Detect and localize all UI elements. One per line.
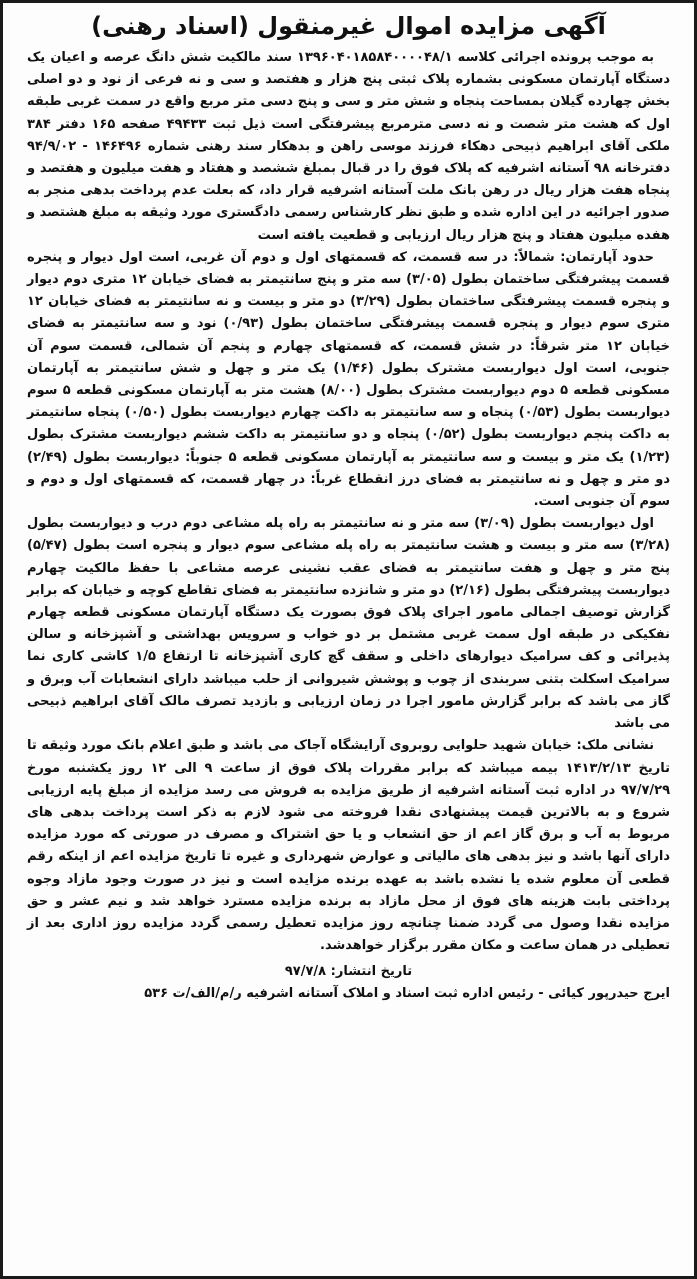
- notice-title: آگهی مزایده اموال غیرمنقول (اسناد رهنی): [91, 12, 606, 40]
- paragraph-address-and-auction-terms: نشانی ملک: خیابان شهید حلوایی روبروی آرایشگاه آجاک می باشد و طبق اعلام بانک مورد وثیقه تا تاریخ ۱۴۱۳/۲/۱۳ بیمه میباشد که برابر مقررات پلاک فوق از ساعت ۹ الی ۱۲ روز یکشنبه مورخ ۹۷/۷/۲۹ در اداره ثبت آستانه اشرفیه از طریق مزایده به فروش می رسد مزایده از مبلغ پایه ارزیابی شروع و به بالاترین قیمت پیشنهادی نقدا فروخته می شود لازم به ذکر است پرداخت بدهی های مربوط به آب و برق گاز اعم از حق انشعاب و یا حق اشتراک و مصرف در صورتی که مورد مزایده دارای آنها باشد و نیز بدهی های مالیاتی و عوارض شهرداری و غیره تا تاریخ مزایده اعم از اینکه رقم قطعی آن معلوم شده یا نشده باشد به عهده برنده مزایده است و نیز در صورت وجود مازاد وجوه پرداختی بابت هزینه های فوق از محل مازاد به برنده مزایده مسترد خواهد شد و نیم عشر و حق مزایده نقدا وصول می گردد ضمنا چنانچه روز مزایده تعطیل رسمی گردد مزایده روز اداری بعد از تعطیلی در همان ساعت و مکان مقرر برگزار خواهدشد.: [27, 738, 670, 954]
- notice-footer: [27, 961, 670, 1005]
- notice-body: [27, 47, 670, 957]
- paragraph-property-description: به موجب پرونده اجرائی کلاسه ۱۳۹۶۰۴۰۱۸۵۸۴۰۰۰۰۴۸/۱ سند مالکیت شش دانگ عرصه و اعیان یک دستگاه آپارتمان مسکونی بشماره پلاک ثبتی پنج هزار و هفتصد و سی و نه فرعی از نود و دو اصلی بخش چهارده گیلان بمساحت پنجاه و شش متر و سی و پنج دسی متر مربع واقع در سمت غربی طبقه اول که هشت متر شصت و نه دسی مترمربع پیشرفتگی است ذیل ثبت ۴۹۴۳۳ صفحه ۱۶۵ دفتر ۳۸۴ ملکی آقای ابراهیم ذبیحی دهکاء فرزند موسی راهن و بدهکار سند رهنی شماره ۱۴۶۴۹۶ - ۹۴/۹/۰۲ دفترخانه ۹۸ آستانه اشرفیه که پلاک فوق را در قبال بمبلغ ششصد و هفتاد و هفت میلیون و هفتصد و پنجاه هفت هزار ریال در رهن بانک ملت آستانه اشرفیه قرار داد، که بعلت عدم پرداخت بدهی منجر به صدور اجرائیه در این اداره شده و طبق نظر کارشناس رسمی دادگستری مورد وثیقه به مبلغ هشتصد و هفده میلیون هفتاد و پنج هزار ریال ارزیابی و قطعیت یافته است: [27, 50, 670, 243]
- signature-line: ایرج حیدرپور کیائی - رئیس اداره ثبت اسناد و املاک آستانه اشرفیه ر/م/الف/ت ۵۳۶: [144, 986, 670, 1002]
- publish-date: تاریخ انتشار: ۹۷/۷/۸: [284, 964, 413, 980]
- paragraph-west-boundary-and-report: اول دیواربست بطول (۳/۰۹) سه متر و نه سانتیمتر به راه پله مشاعی دوم درب و دیواربست بطول (۳/۲۸) سه متر و بیست و هشت سانتیمتر به راه پله مشاعی سوم دیوار و پنجره است بطول (۵/۴۷) پنج متر و چهل و هفت سانتیمتر به فضای عقب نشینی عرصه مشاعی با حفظ مالکیت چهارم دیواربست پیشرفتگی بطول (۲/۱۶) دو متر و شانزده سانتیمتر به فضای تقاطع کوچه و خیابان که برابر گزارش توصیف اجمالی مامور اجرای پلاک فوق بصورت یک دستگاه آپارتمان مسکونی قطعه چهارم نفکیکی در طبقه اول سمت غربی مشتمل بر دو خواب و سرویس بهداشتی و آشپزخانه و سالن پذیرائی و کف سرامیک دیوارهای داخلی و سقف گچ کاری آشپزخانه تا ارتفاع ۱/۵ کاشی کاری نما سرامیک اسکلت بتنی سربندی از چوب و پوشش شیروانی از حلب میباشد دارای انشعابات آب وبرق و گاز می باشد که برابر گزارش مامور اجرا در زمان ارزیابی و بازدید تصرف مالک آقای ابراهیم ذبیحی می باشد: [27, 516, 670, 732]
- paragraph-boundaries: حدود آپارتمان: شمالاً: در سه قسمت، که قسمتهای اول و دوم آن غربی، است اول دیوار و پنجره قسمت پیشرفتگی ساختمان بطول (۳/۰۵) سه متر و پنج سانتیمتر به فضای خیابان ۱۲ متری دوم دیوار و پنجره قسمت پیشرفتگی ساختمان بطول (۳/۲۹) دو متر و بیست و نه سانتیمتر به فضای خیابان ۱۲ متری سوم دیوار و پنجره قسمت پیشرفتگی ساختمان بطول (۰/۹۳) نود و سه سانتیمتر به فضای خیابان ۱۲ متر شرقاً: در شش قسمت، که قسمتهای چهارم و پنجم آن شمالی، قسمت سوم آن جنوبی، است اول دیواربست مشترک بطول (۱/۴۶) یک متر و چهل و شش سانتیمتر به آپارتمان مسکونی قطعه ۵ دوم دیواربست مشترک بطول (۸/۰۰) هشت متر به آپارتمان مسکونی قطعه ۵ سوم دیواربست بطول (۰/۵۳) پنجاه و سه سانتیمتر به داکت چهارم دیواربست بطول (۰/۵۰) پنجاه سانتیمتر به داکت پنجم دیواربست بطول (۰/۵۲) پنجاه و دو سانتیمتر به داکت ششم دیواربست مشترک بطول (۱/۲۳) یک متر و بیست و سه سانتیمتر به آپارتمان مسکونی قطعه ۵ جنوباً: دیواربست بطول (۲/۴۹) دو متر و چهل و نه سانتیمتر به فضای درز انقطاع غرباً: در چهار قسمت، که قسمتهای اول و دوم و سوم آن جنوبی است.: [27, 249, 671, 510]
